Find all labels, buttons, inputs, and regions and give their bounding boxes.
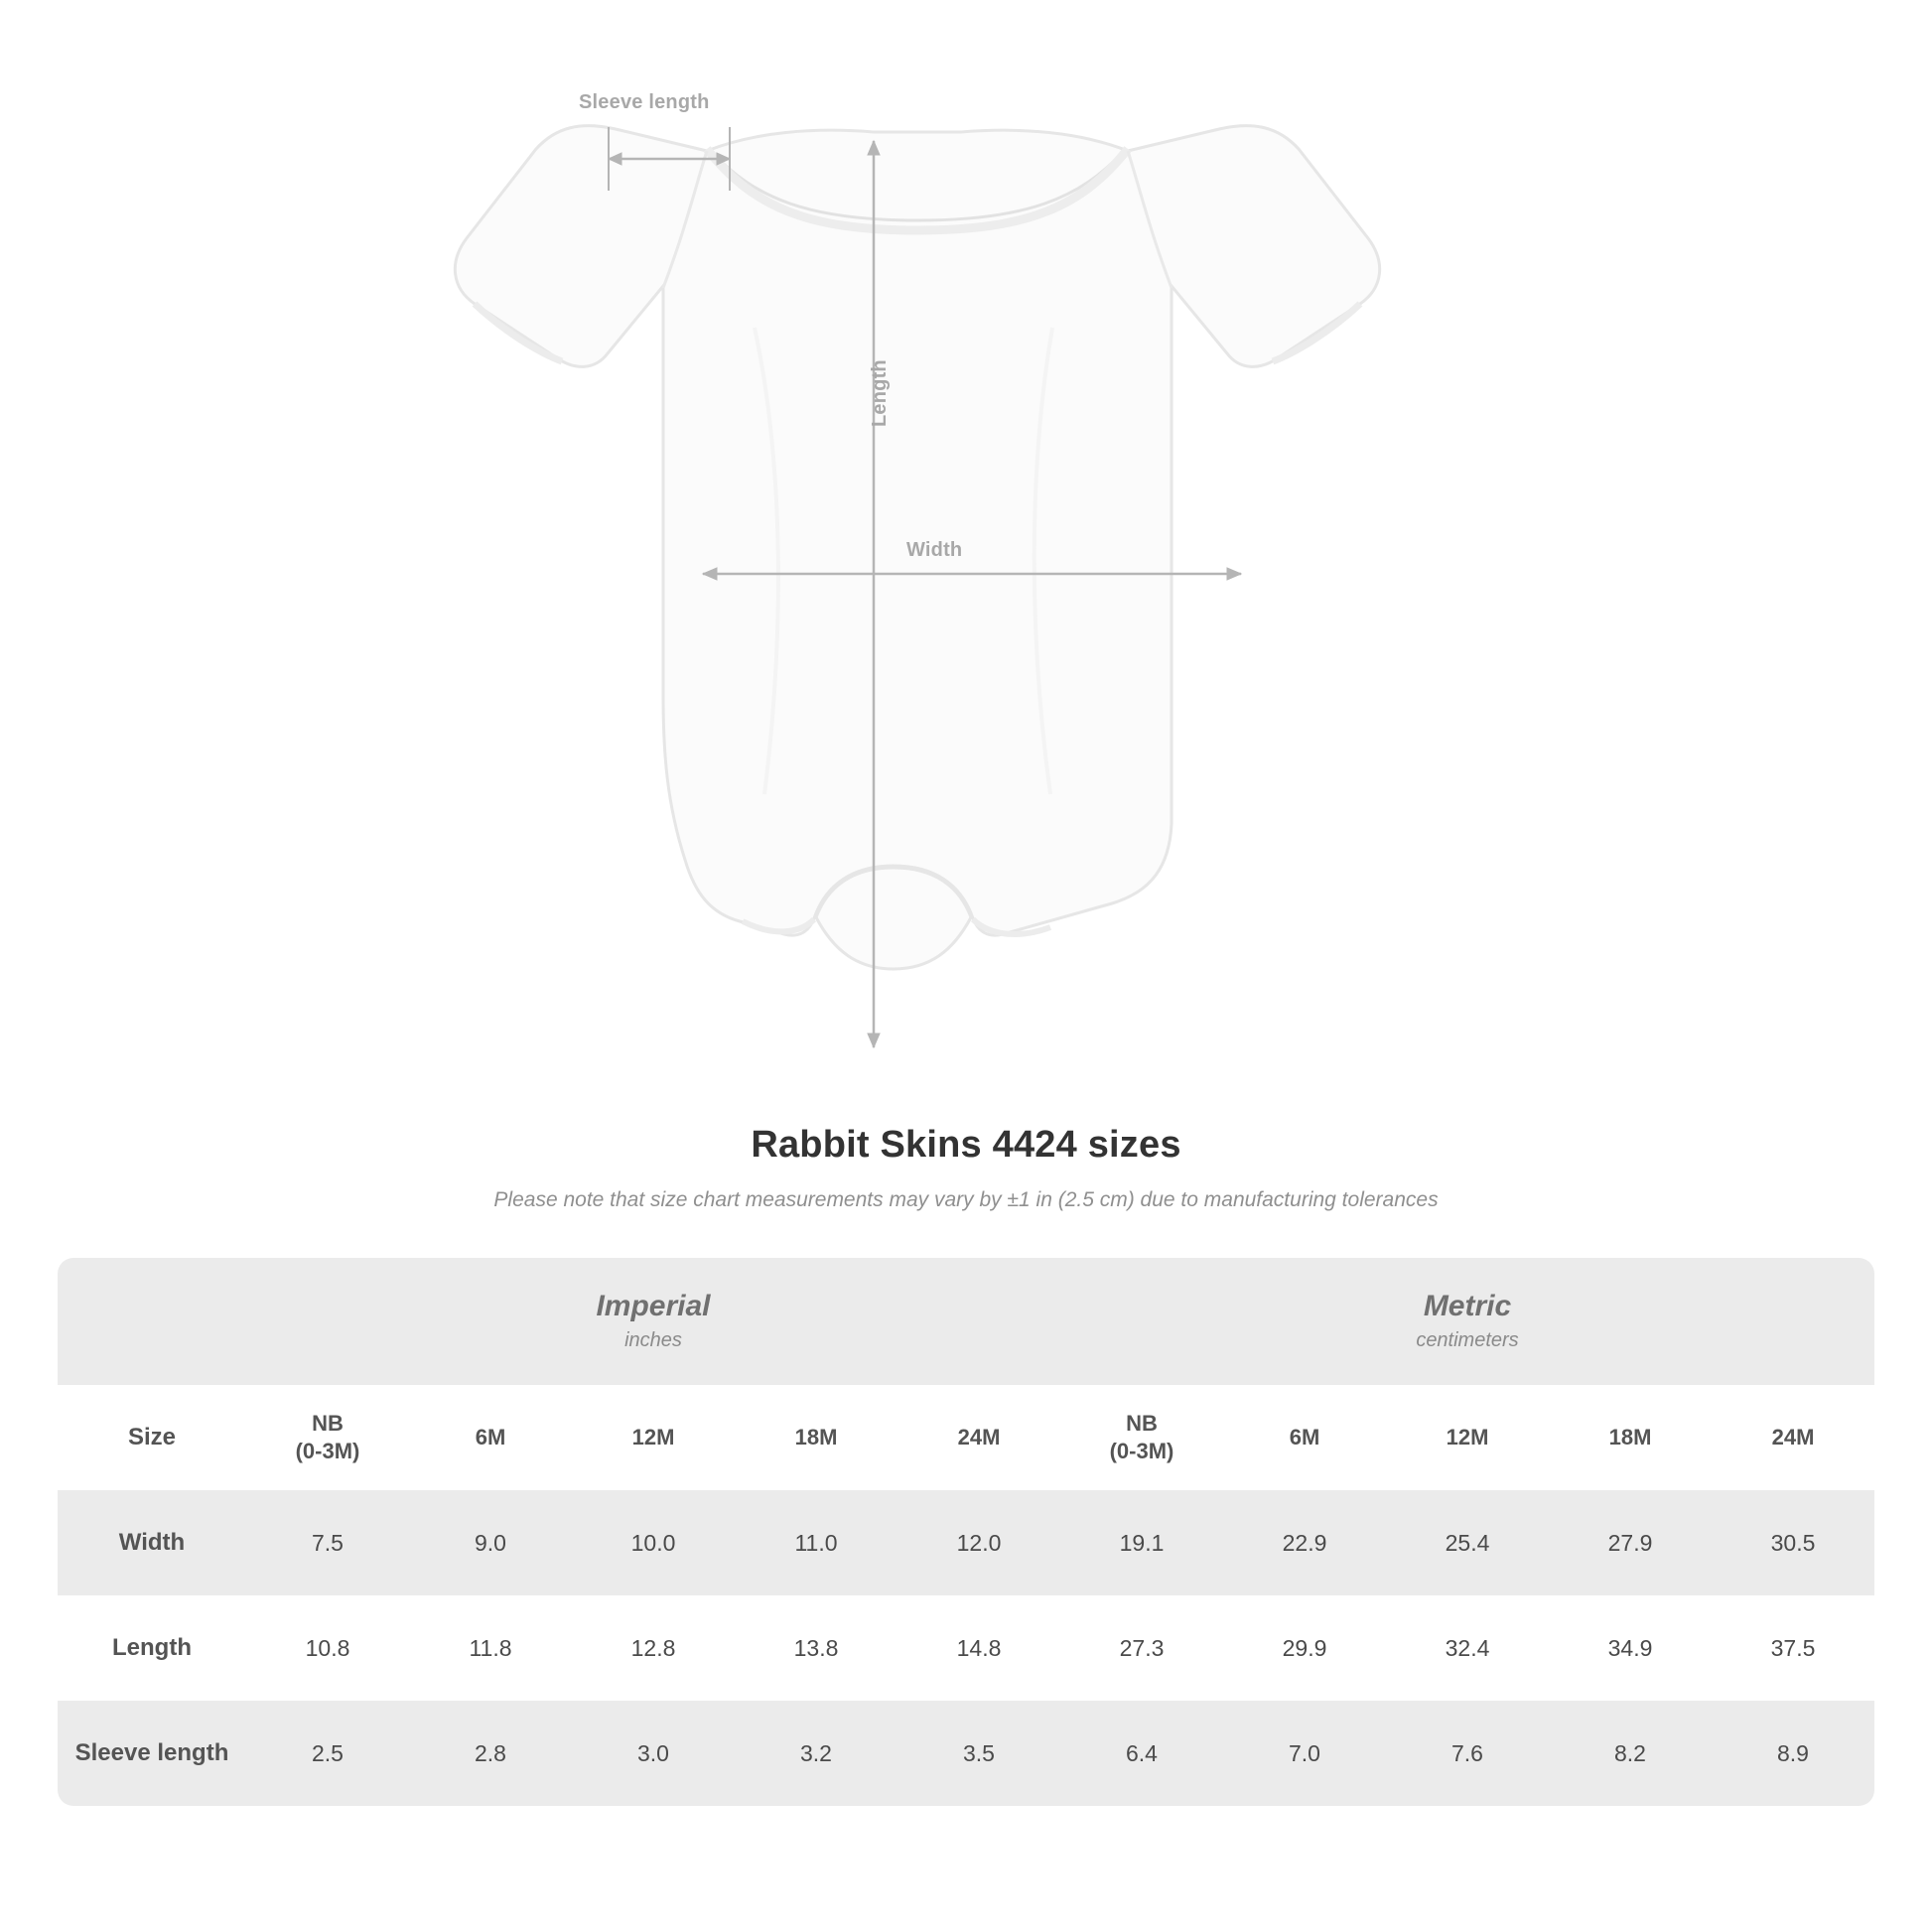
table-cell: 7.6 xyxy=(1386,1701,1549,1806)
table-cell: 8.2 xyxy=(1549,1701,1712,1806)
table-cell: 6.4 xyxy=(1060,1701,1223,1806)
row-label: Width xyxy=(58,1490,246,1595)
table-row xyxy=(58,1595,1874,1701)
table-cell: 22.9 xyxy=(1223,1490,1386,1595)
unit-imperial-sub: inches xyxy=(624,1328,682,1351)
table-cell: 25.4 xyxy=(1386,1490,1549,1595)
size-header-label: Size xyxy=(58,1385,246,1490)
unit-imperial-cell xyxy=(246,1258,1060,1385)
table-row xyxy=(58,1490,1874,1595)
column-header-line1: 6M xyxy=(1289,1424,1320,1449)
table-cell: 11.0 xyxy=(735,1490,897,1595)
table-cell: 14.8 xyxy=(897,1595,1060,1701)
table-cell: 12.8 xyxy=(572,1595,735,1701)
table-cell: 10.0 xyxy=(572,1490,735,1595)
table-cell: 2.5 xyxy=(246,1701,409,1806)
column-header-line1: NB xyxy=(1126,1410,1158,1436)
size-chart-table-wrapper xyxy=(58,1258,1874,1806)
column-header-line2: (0-3M) xyxy=(1109,1439,1174,1463)
column-header-cell xyxy=(1386,1385,1549,1490)
table-cell: 30.5 xyxy=(1712,1490,1874,1595)
size-chart-table xyxy=(58,1258,1874,1806)
sleeve-length-label: Sleeve length xyxy=(579,91,710,113)
table-cell: 13.8 xyxy=(735,1595,897,1701)
unit-metric-cell xyxy=(1060,1258,1874,1385)
column-header-line1: 24M xyxy=(957,1424,1001,1449)
column-header-cell xyxy=(572,1385,735,1490)
table-cell: 11.8 xyxy=(409,1595,572,1701)
row-label: Sleeve length xyxy=(58,1701,246,1806)
column-header-line1: NB xyxy=(312,1410,344,1436)
column-header-cell xyxy=(897,1385,1060,1490)
unit-metric-name: Metric xyxy=(1423,1290,1512,1323)
width-label: Width xyxy=(906,539,963,561)
table-cell: 3.2 xyxy=(735,1701,897,1806)
column-header-line1: 12M xyxy=(631,1424,675,1449)
table-cell: 7.5 xyxy=(246,1490,409,1595)
column-header-cell xyxy=(1549,1385,1712,1490)
table-cell: 2.8 xyxy=(409,1701,572,1806)
column-header-cell xyxy=(735,1385,897,1490)
column-header-cell xyxy=(1060,1385,1223,1490)
table-cell: 3.0 xyxy=(572,1701,735,1806)
title-block xyxy=(0,1124,1932,1212)
column-header-line1: 18M xyxy=(1608,1424,1652,1449)
page-title: Rabbit Skins 4424 sizes xyxy=(751,1124,1181,1166)
table-cell: 12.0 xyxy=(897,1490,1060,1595)
table-row xyxy=(58,1701,1874,1806)
table-cell: 29.9 xyxy=(1223,1595,1386,1701)
table-cell: 3.5 xyxy=(897,1701,1060,1806)
table-cell: 27.3 xyxy=(1060,1595,1223,1701)
length-label: Length xyxy=(869,359,891,427)
column-header-line1: 24M xyxy=(1771,1424,1815,1449)
column-header-cell xyxy=(246,1385,409,1490)
column-header-line1: 6M xyxy=(475,1424,506,1449)
table-cell: 9.0 xyxy=(409,1490,572,1595)
table-cell: 37.5 xyxy=(1712,1595,1874,1701)
column-header-line1: 18M xyxy=(794,1424,838,1449)
column-header-cell xyxy=(1712,1385,1874,1490)
column-header-line1: 12M xyxy=(1446,1424,1489,1449)
table-cell: 10.8 xyxy=(246,1595,409,1701)
table-cell: 8.9 xyxy=(1712,1701,1874,1806)
unit-header-row xyxy=(58,1258,1874,1385)
table-cell: 19.1 xyxy=(1060,1490,1223,1595)
row-label: Length xyxy=(58,1595,246,1701)
size-header-row xyxy=(58,1385,1874,1490)
unit-spacer-cell xyxy=(58,1258,246,1385)
column-header-cell xyxy=(1223,1385,1386,1490)
unit-metric-sub: centimeters xyxy=(1416,1328,1519,1351)
unit-imperial-name: Imperial xyxy=(596,1290,711,1323)
table-cell: 32.4 xyxy=(1386,1595,1549,1701)
table-cell: 34.9 xyxy=(1549,1595,1712,1701)
tolerance-note: Please note that size chart measurements may vary by ±1 in (2.5 cm) due to manufacturing tolerances xyxy=(493,1188,1439,1211)
column-header-line2: (0-3M) xyxy=(295,1439,360,1463)
table-cell: 7.0 xyxy=(1223,1701,1386,1806)
column-header-cell xyxy=(409,1385,572,1490)
table-cell: 27.9 xyxy=(1549,1490,1712,1595)
